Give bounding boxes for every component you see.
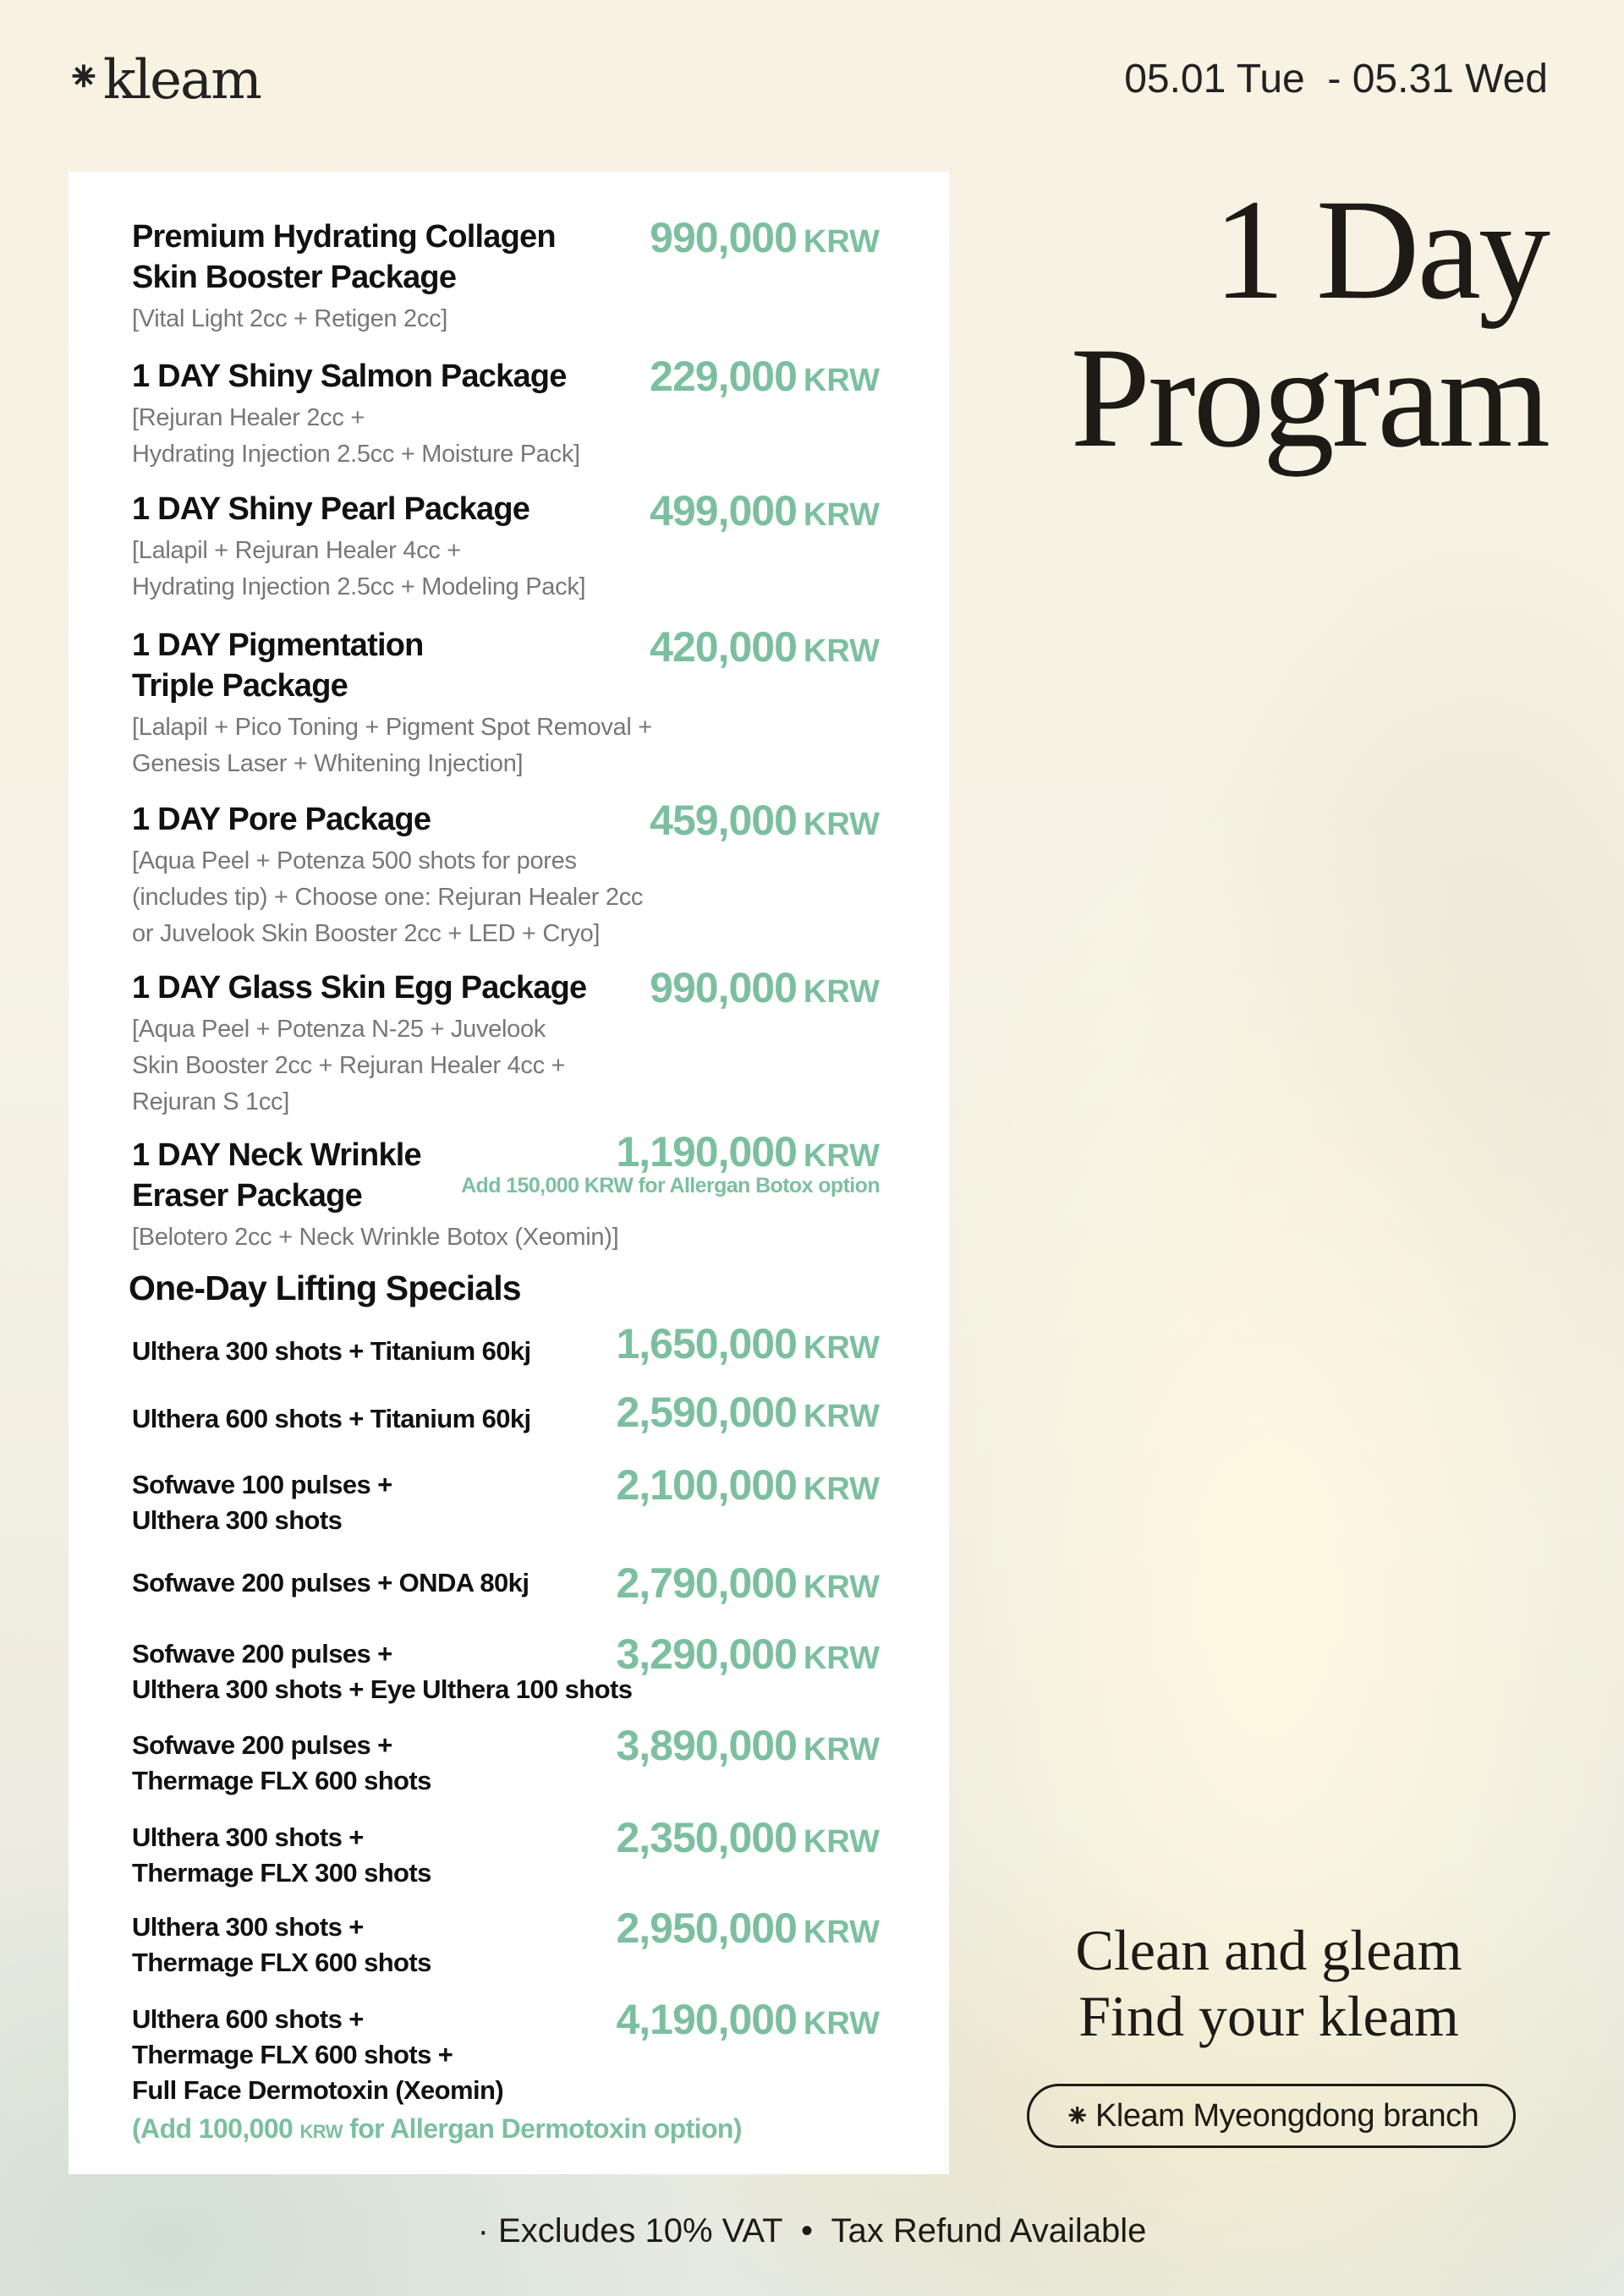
lifting-title: Full Face Dermotoxin (Xeomin) [132, 2075, 504, 2105]
package-detail-line: (includes tip) + Choose one: Rejuran Healer 2cc [132, 884, 644, 911]
lifting-title: Sofwave 200 pulses + ONDA 80kj [132, 1568, 529, 1597]
slogan-line1: Clean and gleam [1075, 1918, 1462, 1982]
logo-text: kleam [102, 49, 261, 112]
price-currency: KRW [803, 1641, 880, 1676]
package-details [132, 1219, 876, 1256]
price-amount: 1,650,000 [616, 1320, 797, 1367]
price [0, 1721, 880, 1770]
price-amount: 990,000 [650, 964, 797, 1011]
price-currency: KRW [803, 2006, 880, 2041]
package-details [132, 400, 876, 473]
package-details [132, 533, 876, 606]
price [0, 622, 880, 671]
price [0, 352, 880, 401]
lifting-title: Ulthera 300 shots + Titanium 60kj [132, 1336, 531, 1366]
price-currency: KRW [803, 1471, 880, 1507]
package-details [132, 1011, 876, 1121]
lifting-title: Thermage FLX 600 shots + [132, 2040, 453, 2069]
price [0, 963, 880, 1012]
price-amount: 2,790,000 [616, 1559, 797, 1607]
price-amount: 3,290,000 [616, 1630, 797, 1678]
price-amount: 2,100,000 [616, 1461, 797, 1509]
price [0, 1460, 880, 1510]
lifting-title: Sofwave 200 pulses + [132, 1639, 392, 1669]
price [0, 1127, 880, 1176]
price [0, 1904, 880, 1953]
price-amount: 229,000 [650, 353, 797, 400]
price [0, 1559, 880, 1608]
price-option-note: Add 150,000 KRW for Allergan Botox option [461, 1174, 880, 1197]
price-amount: 2,350,000 [616, 1814, 797, 1861]
package-detail-line: Hydrating Injection 2.5cc + Modeling Pack] [132, 573, 586, 600]
price [0, 1319, 880, 1368]
package-title: 1 DAY Pigmentation [132, 627, 424, 663]
promotion-period: 05.01 Tue - 05.31 Wed [1124, 57, 1548, 101]
slogan-line2: Find your kleam [1078, 1984, 1459, 2048]
lifting-title: Thermage FLX 600 shots [132, 1948, 431, 1977]
price [0, 213, 880, 262]
package-title: 1 DAY Glass Skin Egg Package [132, 970, 587, 1006]
package-title: Skin Booster Package [132, 260, 457, 295]
price-currency: KRW [803, 1732, 880, 1767]
price-amount: 420,000 [650, 623, 797, 671]
package-detail-line: [Aqua Peel + Potenza 500 shots for pores [132, 847, 577, 874]
price-currency: KRW [803, 807, 880, 842]
lifting-title: Sofwave 200 pulses + [132, 1730, 392, 1760]
price [0, 796, 880, 845]
lifting-title: Thermage FLX 600 shots [132, 1766, 431, 1795]
lifting-title: Ulthera 300 shots + Eye Ulthera 100 shots [132, 1674, 633, 1704]
package-details [132, 843, 876, 952]
price-currency: KRW [803, 363, 880, 398]
vat-footer-note: · Excludes 10% VAT • Tax Refund Available [477, 2212, 1147, 2249]
package-detail-line: Hydrating Injection 2.5cc + Moisture Pack] [132, 441, 580, 468]
package-title: 1 DAY Neck Wrinkle [132, 1137, 421, 1173]
package-detail-line: [Rejuran Healer 2cc + [132, 404, 365, 431]
package-detail-line: [Vital Light 2cc + Retigen 2cc] [132, 305, 448, 332]
hero-title-line1: 1 Day [1213, 170, 1548, 329]
price-currency: KRW [803, 1570, 880, 1605]
price-amount: 1,190,000 [616, 1128, 797, 1175]
note-suffix: for Allergan Dermotoxin option) [342, 2113, 742, 2144]
price-amount: 4,190,000 [616, 1996, 797, 2043]
package-details [132, 301, 876, 337]
price-currency: KRW [803, 1824, 880, 1860]
price-currency: KRW [803, 1399, 880, 1434]
package-detail-line: [Lalapil + Pico Toning + Pigment Spot Removal + [132, 714, 652, 741]
price-amount: 3,890,000 [616, 1722, 797, 1769]
lifting-title: Sofwave 100 pulses + [132, 1470, 392, 1499]
note-prefix: (Add 100,000 [132, 2113, 300, 2144]
lifting-title: Ulthera 600 shots + [132, 2004, 364, 2034]
price-currency: KRW [803, 1330, 880, 1366]
price-option-note [132, 2113, 876, 2145]
price-currency: KRW [803, 974, 880, 1010]
package-title: Triple Package [132, 668, 348, 704]
branch-button[interactable] [1027, 2084, 1516, 2148]
price-currency: KRW [803, 224, 880, 260]
package-detail-line: Rejuran S 1cc] [132, 1088, 289, 1115]
price-currency: KRW [803, 633, 880, 669]
price-amount: 459,000 [650, 797, 797, 844]
package-detail-line: [Belotero 2cc + Neck Wrinkle Botox (Xeomin)] [132, 1224, 619, 1251]
price-currency: KRW [803, 1138, 880, 1174]
price [0, 1630, 880, 1679]
note-currency: KRW [299, 2121, 343, 2142]
package-title: 1 DAY Pore Package [132, 802, 431, 837]
price-amount: 990,000 [650, 214, 797, 261]
package-detail-line: [Lalapil + Rejuran Healer 4cc + [132, 537, 461, 564]
hero-title-line2: Program [1070, 318, 1548, 477]
price-currency: KRW [803, 1915, 880, 1950]
package-detail-line: or Juvelook Skin Booster 2cc + LED + Cryo] [132, 920, 601, 947]
lifting-title: Ulthera 300 shots + [132, 1822, 364, 1852]
price-amount: 499,000 [650, 487, 797, 534]
asterisk-icon: ⁕ [1063, 2098, 1091, 2134]
package-detail-line: [Aqua Peel + Potenza N-25 + Juvelook [132, 1016, 546, 1043]
asterisk-logo-icon: ⁕ [66, 52, 100, 101]
price-amount: 2,590,000 [616, 1389, 797, 1436]
price-amount: 2,950,000 [616, 1904, 797, 1952]
lifting-title: Ulthera 600 shots + Titanium 60kj [132, 1404, 531, 1433]
package-title: 1 DAY Shiny Pearl Package [132, 491, 530, 527]
branch-label: Kleam Myeongdong branch [1095, 2097, 1479, 2134]
lifting-title: Thermage FLX 300 shots [132, 1858, 431, 1888]
lifting-specials-heading: One-Day Lifting Specials [129, 1269, 521, 1307]
kleam-logo [66, 49, 261, 112]
package-details [132, 710, 876, 782]
package-title: Premium Hydrating Collagen [132, 219, 556, 255]
price [0, 1813, 880, 1862]
lifting-title: Ulthera 300 shots + [132, 1912, 364, 1942]
package-detail-line: Genesis Laser + Whitening Injection] [132, 750, 524, 777]
package-title: Eraser Package [132, 1178, 362, 1214]
price [0, 486, 880, 535]
lifting-title: Ulthera 300 shots [132, 1505, 343, 1535]
price-currency: KRW [803, 497, 880, 533]
price [0, 1388, 880, 1437]
price [0, 1995, 880, 2044]
package-title: 1 DAY Shiny Salmon Package [132, 359, 567, 394]
package-detail-line: Skin Booster 2cc + Rejuran Healer 4cc + [132, 1052, 566, 1079]
